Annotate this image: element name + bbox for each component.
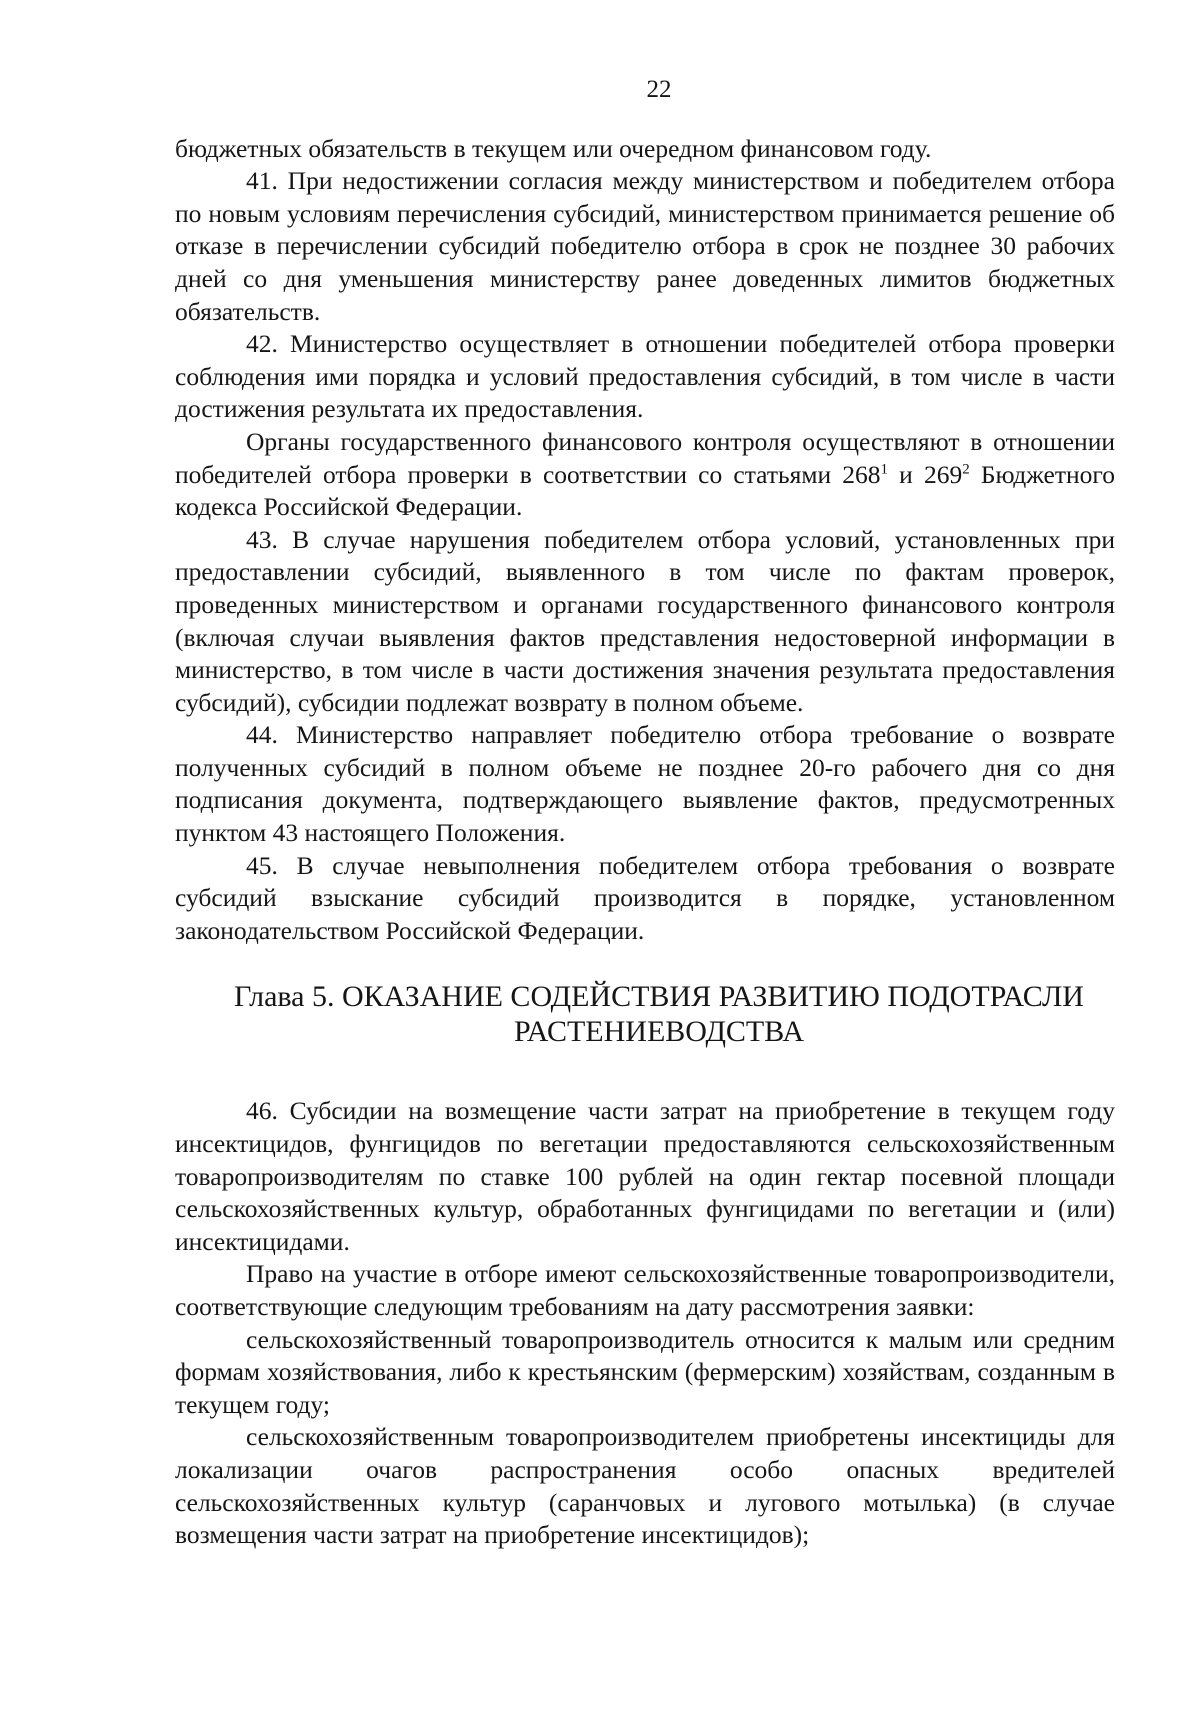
page-number: 22 [646,76,672,103]
paragraph-46: 46. Субсидии на возмещение части затрат на приобретение в текущем году инсектицидов, фунгицидов по вегетации предоставляются сельскохозяйственным товаропроизводителям по ставке 100 рублей на один гектар посевной площади сельскохозяйственных культур, обработанных фунгицидами по вегетации и (или) инсектицидами. [175,1096,1115,1256]
paragraph-42-control-text-1: Органы государственного финансового контроля осуществляют в отношении победителей отбора проверки в соответствии со статьями 268 [175,426,1115,489]
chapter-heading [175,979,1115,1049]
paragraph-42-control-text-3: Бюджетного кодекса Российской Федерации. [175,459,1115,522]
paragraph-45: 45. В случае невыполнения победителем отбора требования о возврате субсидий взыскание субсидий производится в порядке, установленном законодательством Российской Федерации. [175,850,1115,945]
paragraph-46-requirement-1: сельскохозяйственный товаропроизводитель относится к малым или средним формам хозяйствования, либо к крестьянским (фермерским) хозяйствам, созданным в текущем году; [175,1324,1115,1419]
paragraph-41: 41. При недостижении согласия между министерством и победителем отбора по новым условиям перечисления субсидий, министерством принимается решение об отказе в перечислении субсидий победителю отбора в срок не позднее 30 рабочих дней со дня уменьшения министерству ранее доведенных лимитов бюджетных обязательств. [175,166,1115,326]
paragraph-43: 43. В случае нарушения победителем отбора условий, установленных при предоставлении субсидий, выявленного в том числе по фактам проверок, проведенных министерством и органами государственного финансового контроля (включая случаи выявления фактов представления недостоверной информации в министерство, в том числе в части достижения значения результата предоставления субсидий), субсидии подлежат возврату в полном объеме. [175,524,1115,717]
chapter-heading-line-2: РАСТЕНИЕВОДСТВА [513,1015,805,1049]
paragraph-42-control-text-2: и 269 [888,459,963,489]
superscript-1: 1 [880,461,889,478]
superscript-2: 2 [962,461,970,478]
chapter-heading-line-1: Глава 5. ОКАЗАНИЕ СОДЕЙСТВИЯ РАЗВИТИЮ ПОДОТРАСЛИ [234,980,1084,1014]
paragraph-46-eligibility: Право на участие в отборе имеют сельскохозяйственные товаропроизводители, соответствующие следующим требованиям на дату рассмотрения заявки: [175,1259,1115,1321]
paragraph-44: 44. Министерство направляет победителю отбора требование о возврате полученных субсидий в полном объеме не позднее 20-го рабочего дня со дня подписания документа, подтверждающего выявление фактов, предусмотренных пунктом 43 настоящего Положения. [175,720,1115,848]
paragraph-continuation: бюджетных обязательств в текущем или очередном финансовом году. [175,133,932,163]
page-content [175,74,1115,1552]
paragraph-42-control [175,426,1115,524]
paragraph-42: 42. Министерство осуществляет в отношении победителей отбора проверки соблюдения ими порядка и условий предоставления субсидий, в том числе в части достижения результата их предоставления. [175,329,1115,424]
paragraph-46-requirement-2: сельскохозяйственным товаропроизводителем приобретены инсектициды для локализации очагов распространения особо опасных вредителей сельскохозяйственных культур (саранчовых и лугового мотылька) (в случае возмещения части затрат на приобретение инсектицидов); [175,1422,1115,1550]
